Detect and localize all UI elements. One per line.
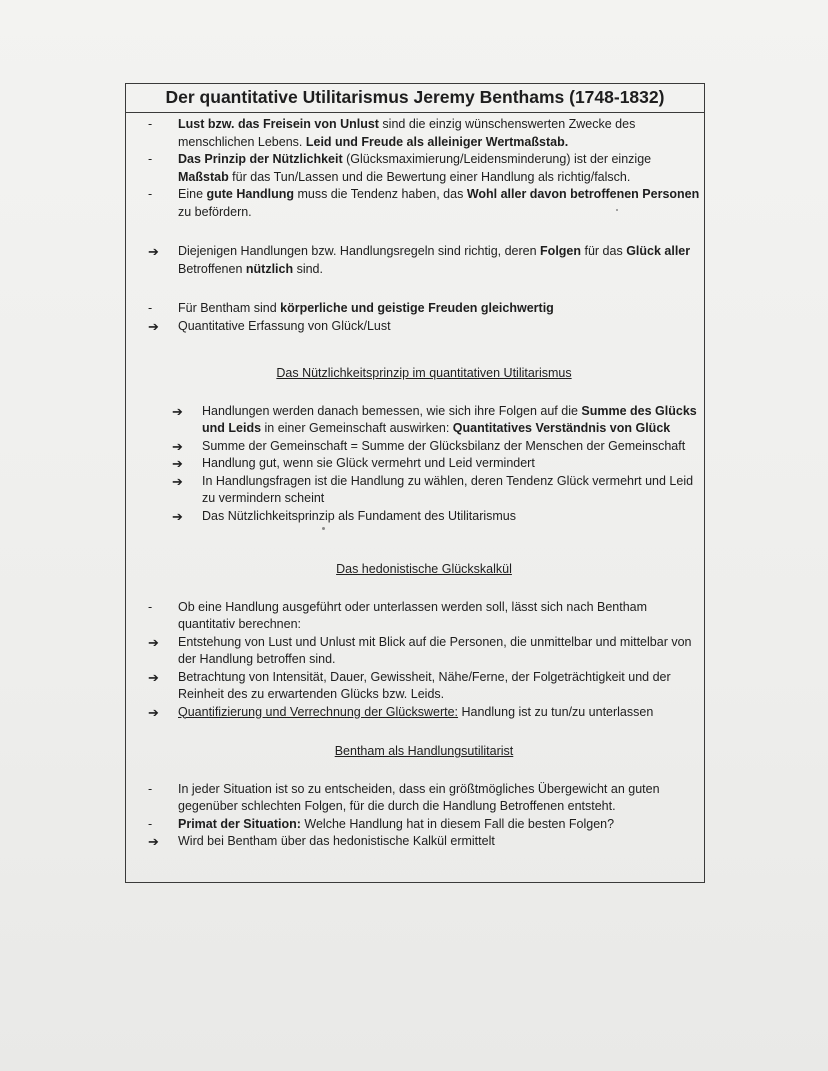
text: Entstehung von Lust und Unlust mit Blick auf die Personen, die unmittelbar und mittelbar von der Handlung betroffen sind. [178, 634, 692, 666]
dash-marker: - [148, 117, 153, 131]
text: In jeder Situation ist so zu entscheiden, dass ein größtmögliches Übergewicht an guten gegenüber schlechten Folgen, für die durch die Handlung Betroffenen entsteht. [178, 781, 660, 813]
bold-text: Lust bzw. das Freisein von Unlust [178, 117, 379, 131]
text: Diejenigen Handlungen bzw. Handlungsregeln sind richtig, deren [178, 244, 541, 258]
text: Handlung ist zu tun/zu unterlassen [458, 704, 654, 719]
arrow-icon: ➔ [172, 403, 183, 419]
bold-text: körperliche und geistige Freuden gleichwertig [280, 301, 554, 315]
dash-marker: - [148, 301, 153, 315]
bold-text: Summe des Glücks und Leids [202, 403, 697, 435]
bentham-bullet [148, 300, 700, 318]
bold-text: Primat der Situation: [178, 816, 301, 831]
arrow-icon: ➔ [148, 244, 159, 259]
arrow-icon: ➔ [172, 438, 183, 454]
underlined-text: Quantifizierung und Verrechnung der Glückswerte: [178, 704, 459, 719]
section2-arrow-item [148, 704, 700, 722]
section2-arrow-item [148, 669, 700, 704]
text: sind. [293, 261, 323, 276]
intro-bullet [148, 151, 700, 186]
dash-marker: - [148, 781, 153, 796]
section1-arrow-item [172, 455, 700, 473]
bold-text: Quantitatives Verständnis von Glück [452, 421, 671, 435]
text: Handlungen werden danach bemessen, wie sich ihre Folgen auf die [202, 403, 582, 418]
arrow-icon: ➔ [172, 456, 183, 471]
bold-text: Leid und Freude als alleiniger Wertmaßstab. [305, 134, 569, 149]
document-title: Der quantitative Utilitarismus Jeremy Benthams (1748-1832) [126, 84, 704, 113]
section2-bullet [148, 599, 700, 634]
section1-arrow-item [172, 508, 700, 526]
section3-bullet [148, 781, 700, 816]
document-body [126, 113, 704, 851]
arrow-icon: ➔ [148, 834, 159, 849]
arrow-icon: ➔ [148, 704, 159, 720]
text: sind die einzig wünschenswerten Zwecke des menschlichen Lebens. [178, 117, 636, 149]
text: Wird bei Bentham über das hedonistische Kalkül ermittelt [178, 834, 495, 848]
section3-arrow-item [148, 833, 700, 851]
text: Betrachtung von Intensität, Dauer, Gewissheit, Nähe/Ferne, der Folgeträchtigkeit und der Reinheit des zu erwartenden Glücks bzw. Leids. [178, 669, 671, 701]
bold-text: gute Handlung [206, 187, 294, 201]
text: für das Tun/Lassen und die Bewertung einer Handlung als richtig/falsch. [228, 169, 631, 184]
conclusion-arrow-item [148, 243, 700, 278]
text: Handlung gut, wenn sie Glück vermehrt und Leid vermindert [202, 456, 535, 470]
text: Quantitative Erfassung von Glück/Lust [178, 318, 391, 333]
section-heading-handlungsutilitarist: Bentham als Handlungsutilitarist [334, 744, 514, 758]
section-heading-glueckskalkuel: Das hedonistische Glückskalkül [336, 562, 512, 576]
bold-text: Maßstab [178, 169, 229, 184]
bold-text: Folgen [540, 244, 582, 258]
section-heading-nuetzlichkeitsprinzip: Das Nützlichkeitsprinzip im quantitativen Utilitarismus [276, 366, 572, 380]
text: Das Nützlichkeitsprinzip als Fundament des Utilitarismus [202, 508, 517, 523]
dash-marker: - [148, 599, 153, 614]
bold-text: Glück aller [626, 244, 691, 258]
text: Eine [178, 187, 207, 201]
section2-arrow-item [148, 634, 700, 669]
text: für das [581, 244, 627, 258]
section1-arrow-item [172, 403, 700, 438]
dash-marker: - [148, 187, 153, 201]
quant-arrow-item [148, 318, 700, 336]
bold-text: Wohl aller davon betroffenen Personen [466, 187, 700, 201]
text: in einer Gemeinschaft auswirken: [261, 421, 453, 435]
arrow-icon: ➔ [148, 634, 159, 650]
text: Betroffenen [178, 261, 246, 276]
text: Welche Handlung hat in diesem Fall die besten Folgen? [300, 816, 615, 831]
bold-text: nützlich [245, 261, 294, 276]
arrow-icon: ➔ [172, 508, 183, 524]
intro-bullet [148, 186, 700, 221]
dash-marker: - [148, 152, 153, 166]
section1-arrow-item [172, 473, 700, 508]
arrow-icon: ➔ [148, 669, 159, 685]
arrow-icon: ➔ [148, 318, 159, 334]
text: In Handlungsfragen ist die Handlung zu wählen, deren Tendenz Glück vermehrt und Leid zu vermindern scheint [202, 473, 694, 505]
arrow-icon: ➔ [172, 473, 183, 489]
document-frame [125, 83, 705, 883]
section3-bullet [148, 816, 700, 834]
section1-arrow-item [172, 438, 700, 456]
dash-marker: - [148, 816, 153, 831]
text: (Glücksmaximierung/Leidensminderung) ist der einzige [342, 152, 652, 166]
text: Summe der Gemeinschaft = Summe der Glücksbilanz der Menschen der Gemeinschaft [202, 438, 686, 453]
text: Ob eine Handlung ausgeführt oder unterlassen werden soll, lässt sich nach Bentham quantitativ berechnen: [178, 599, 648, 631]
bold-text: Das Prinzip der Nützlichkeit [178, 152, 343, 166]
intro-bullet [148, 116, 700, 151]
text: muss die Tendenz haben, das [294, 187, 467, 201]
text: Für Bentham sind [178, 301, 281, 315]
text: zu befördern. [178, 204, 252, 219]
